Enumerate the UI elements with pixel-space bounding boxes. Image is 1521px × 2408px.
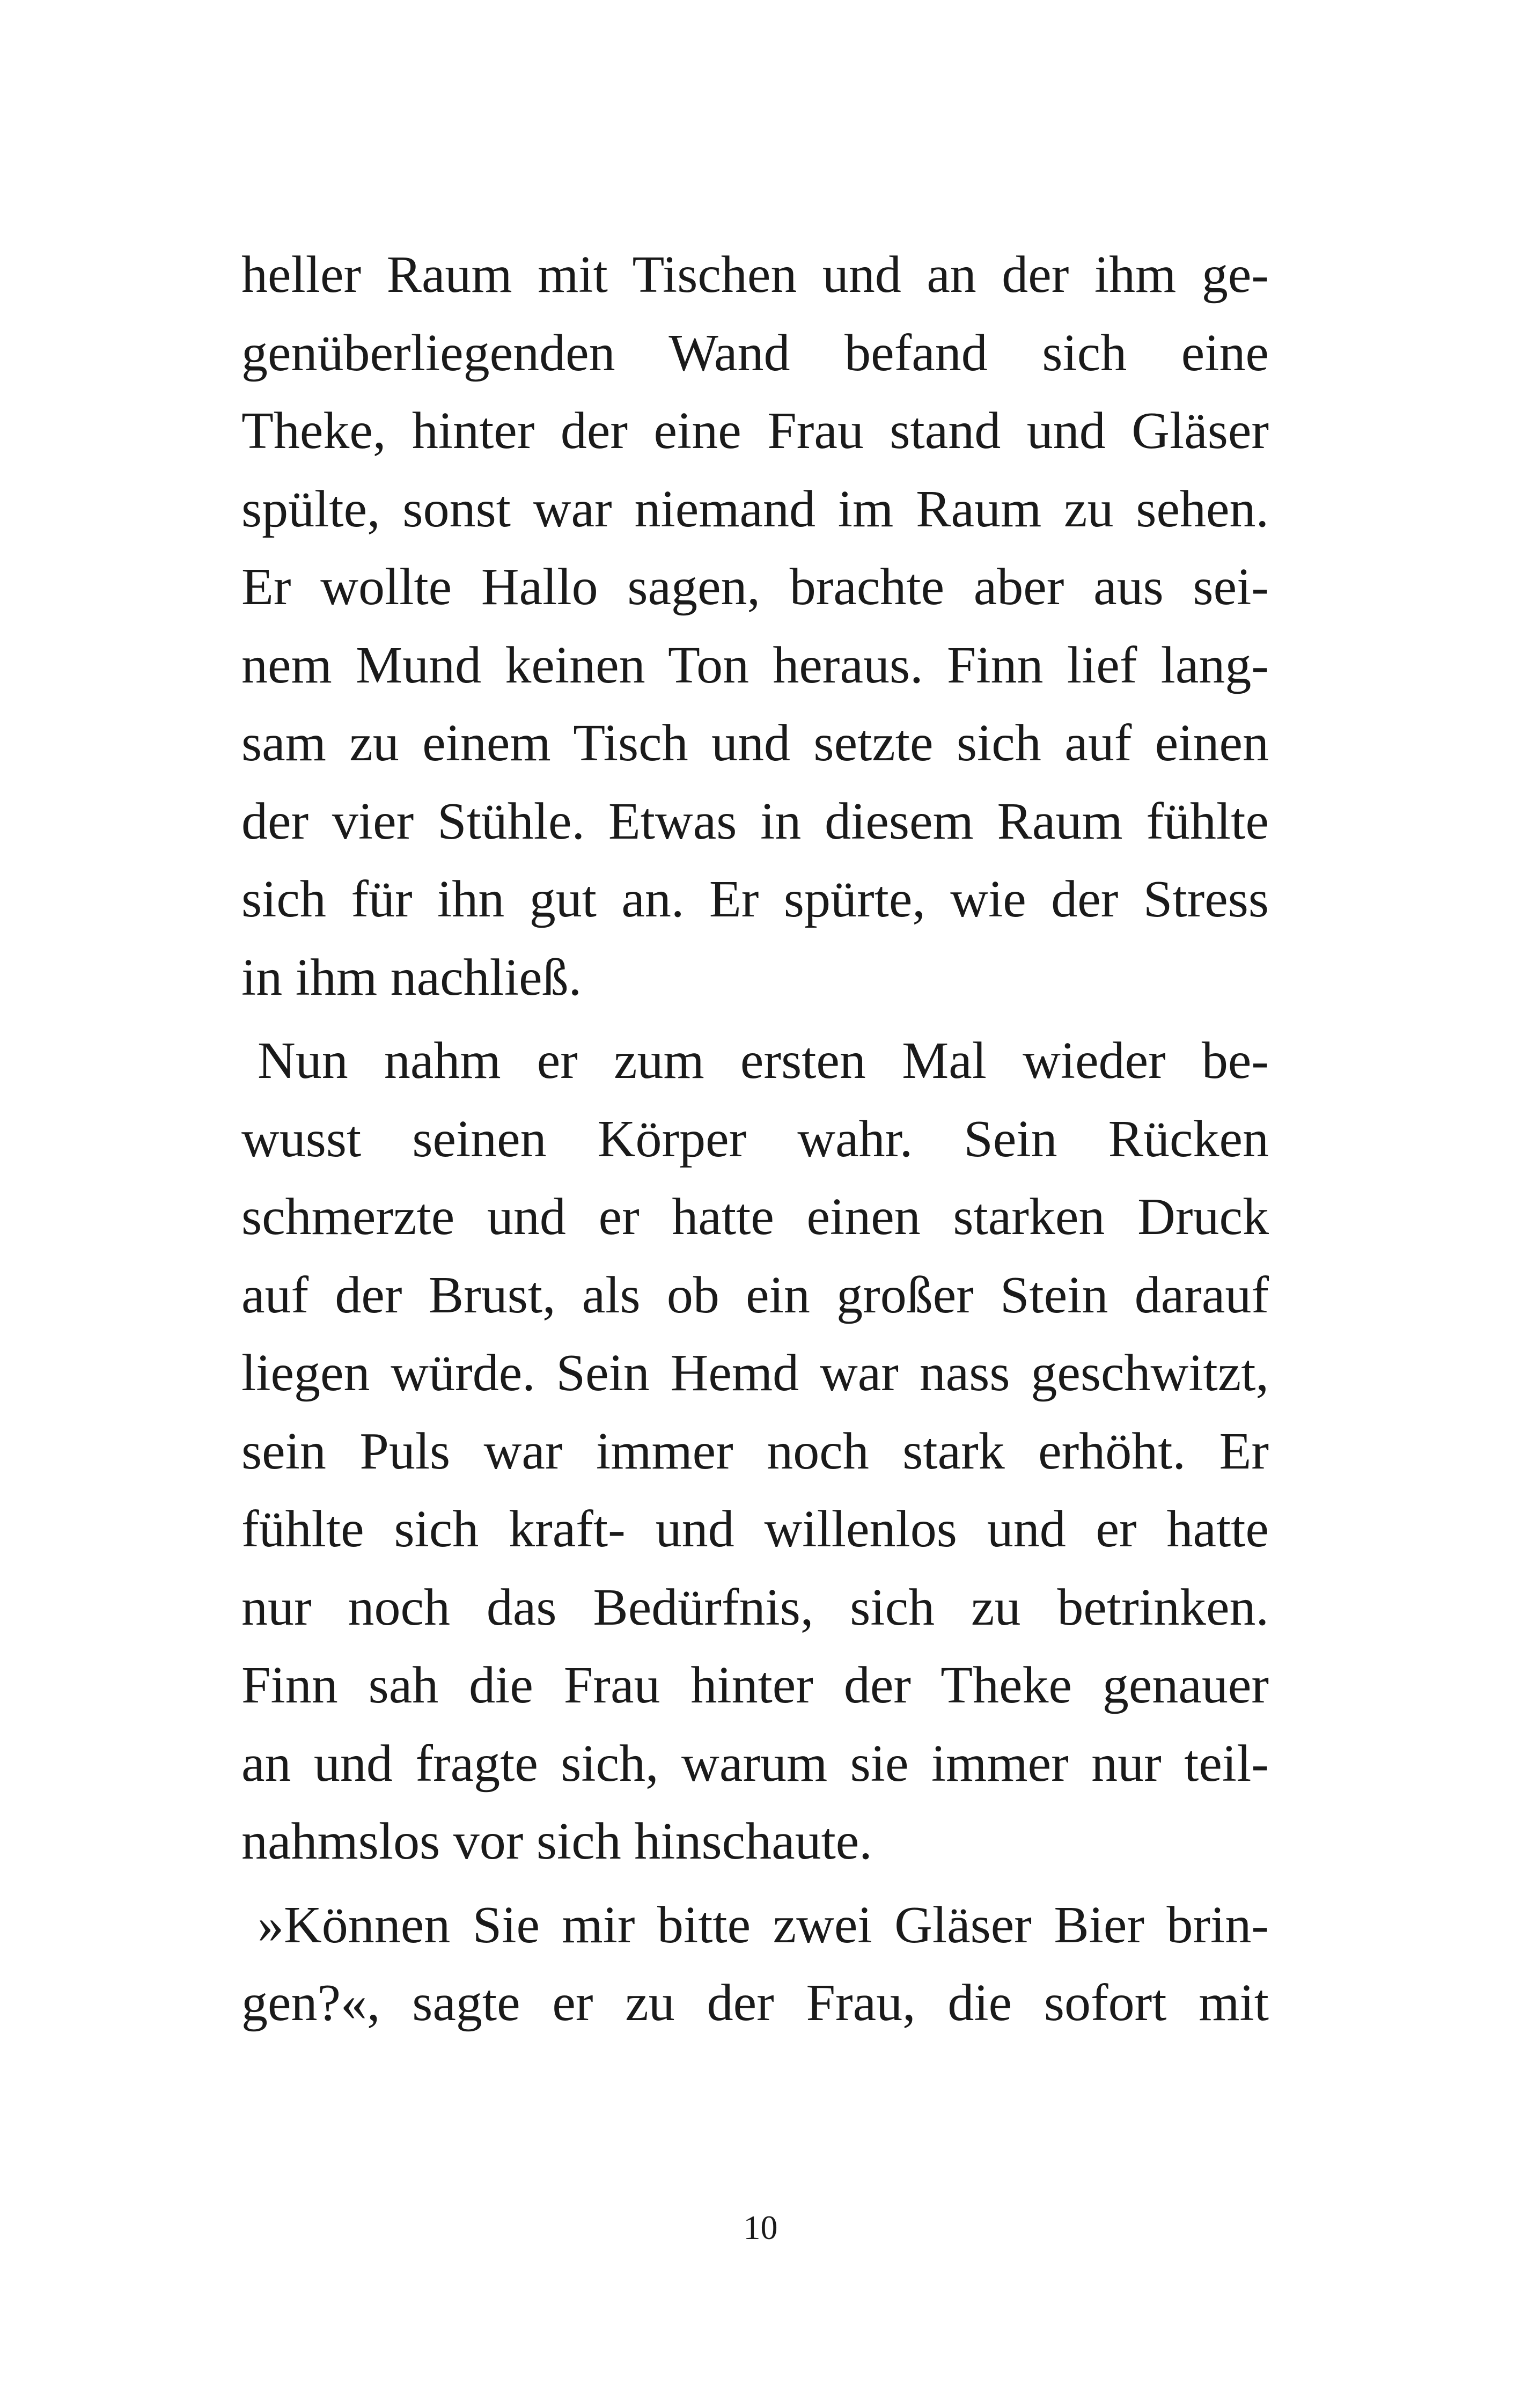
paragraph-3: [241, 1886, 1269, 2043]
text-line: wusst seinen Körper wahr. Sein Rücken: [241, 1110, 1269, 1168]
text-line: sich für ihn gut an. Er spürte, wie der Stress: [241, 870, 1269, 928]
text-line: Theke, hinter der eine Frau stand und Gläser: [241, 402, 1269, 460]
paragraph-1: [241, 236, 1269, 1017]
body-text: [241, 236, 1269, 2043]
text-line: der vier Stühle. Etwas in diesem Raum fühlte: [241, 792, 1269, 850]
text-line: fühlte sich kraft- und willenlos und er hatte: [241, 1500, 1269, 1558]
text-line: nem Mund keinen Ton heraus. Finn lief lang-: [241, 636, 1269, 694]
text-line: nur noch das Bedürfnis, sich zu betrinken.: [241, 1578, 1269, 1636]
text-line: gen?«, sagte er zu der Frau, die sofort mit: [241, 1974, 1269, 2032]
paragraph-spacer: [241, 1017, 1269, 1022]
text-line: sam zu einem Tisch und setzte sich auf einen: [241, 714, 1269, 772]
text-line: genüberliegenden Wand befand sich eine: [241, 324, 1269, 382]
page-number: 10: [743, 2208, 778, 2247]
text-line: Er wollte Hallo sagen, brachte aber aus sei-: [241, 558, 1269, 616]
text-line: »Können Sie mir bitte zwei Gläser Bier brin-: [258, 1896, 1269, 1954]
text-line: in ihm nachließ.: [241, 948, 582, 1007]
paragraph-2: [241, 1022, 1269, 1881]
text-line: sein Puls war immer noch stark erhöht. Er: [241, 1422, 1269, 1480]
paragraph-spacer: [241, 1881, 1269, 1886]
text-line: nahmslos vor sich hinschaute.: [241, 1812, 872, 1870]
text-line: auf der Brust, als ob ein großer Stein darauf: [241, 1266, 1269, 1324]
text-line: spülte, sonst war niemand im Raum zu sehen.: [241, 480, 1269, 538]
text-line: Nun nahm er zum ersten Mal wieder be-: [258, 1032, 1269, 1090]
text-line: schmerzte und er hatte einen starken Druck: [241, 1188, 1269, 1246]
text-line: an und fragte sich, warum sie immer nur teil-: [241, 1734, 1269, 1793]
text-line: heller Raum mit Tischen und an der ihm ge-: [241, 246, 1269, 304]
text-line: liegen würde. Sein Hemd war nass geschwitzt,: [241, 1344, 1269, 1402]
text-line: Finn sah die Frau hinter der Theke genauer: [241, 1656, 1269, 1714]
